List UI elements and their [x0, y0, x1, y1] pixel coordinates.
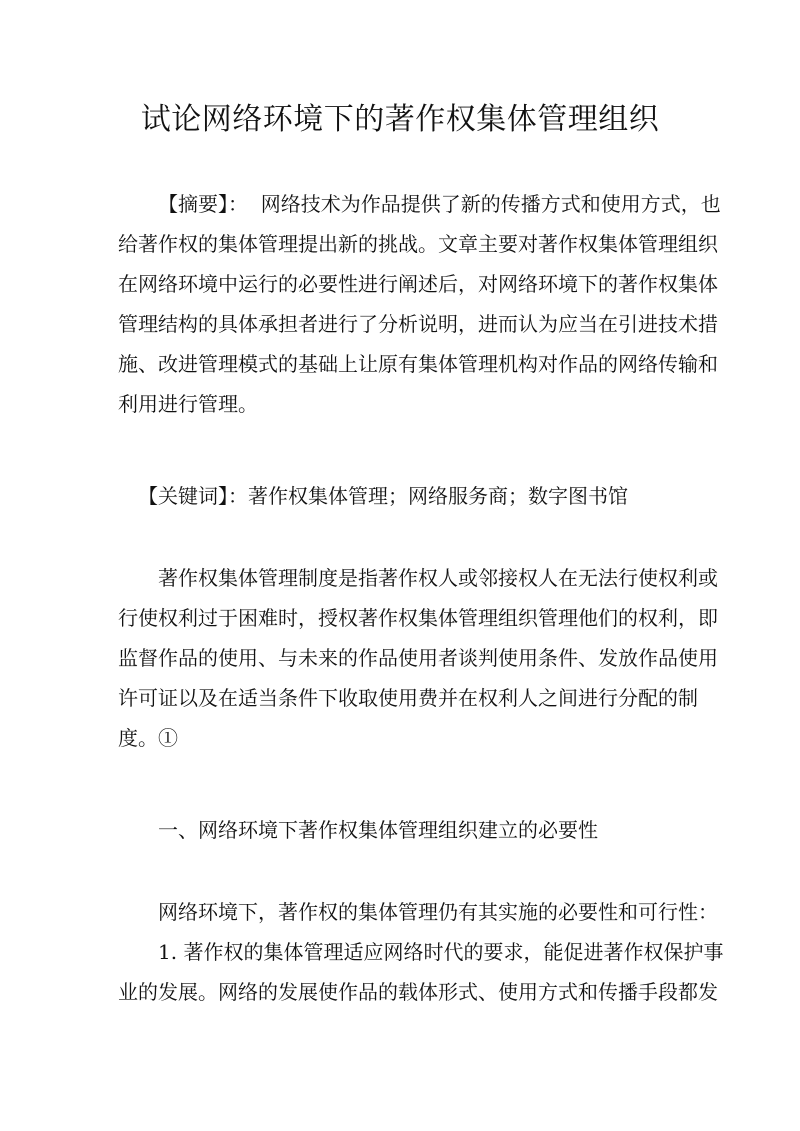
abstract-paragraph — [118, 184, 721, 424]
abstract-line-1 — [118, 184, 721, 224]
abstract-line-2: 给著作权的集体管理提出新的挑战。文章主要对著作权集体管理组织 — [118, 232, 718, 256]
section-1-line-1: 网络环境下，著作权的集体管理仍有其实施的必要性和可行性： — [158, 900, 718, 924]
keywords-line — [118, 476, 684, 516]
intro-line-4: 许可证以及在适当条件下收取使用费并在权利人之间进行分配的制 — [118, 686, 698, 710]
keywords-label: 【关键词】： — [138, 484, 248, 508]
abstract-line-5: 施、改进管理模式的基础上让原有集体管理机构对作品的网络传输和 — [118, 352, 718, 376]
keywords-paragraph — [118, 476, 684, 516]
abstract-label: 【摘要】： — [158, 192, 248, 216]
keywords-text: 著作权集体管理；网络服务商；数字图书馆 — [248, 484, 628, 508]
intro-line-2: 行使权利过于困难时，授权著作权集体管理组织管理他们的权利，即 — [118, 606, 718, 630]
abstract-line-3: 在网络环境中运行的必要性进行阐述后，对网络环境下的著作权集体 — [118, 272, 718, 296]
abstract-line-6: 利用进行管理。 — [118, 392, 258, 416]
intro-line-3: 监督作品的使用、与未来的作品使用者谈判使用条件、发放作品使用 — [118, 646, 718, 670]
section-1-heading: 一、网络环境下著作权集体管理组织建立的必要性 — [158, 818, 598, 842]
section-1-body — [118, 892, 724, 1012]
section-1-line-2: 1. 著作权的集体管理适应网络时代的要求，能促进著作权保护事 — [158, 940, 724, 964]
intro-paragraph — [118, 558, 718, 758]
abstract-line-1-text: 网络技术为作品提供了新的传播方式和使用方式，也 — [260, 192, 721, 216]
section-1-line-3: 业的发展。网络的发展使作品的载体形式、使用方式和传播手段都发 — [118, 980, 718, 1004]
abstract-line-4: 管理结构的具体承担者进行了分析说明，进而认为应当在引进技术措 — [118, 312, 718, 336]
section-1-heading-block — [118, 810, 684, 850]
intro-line-5: 度。① — [118, 726, 178, 750]
document-title: 试论网络环境下的著作权集体管理组织 — [140, 102, 660, 137]
intro-line-1: 著作权集体管理制度是指著作权人或邻接权人在无法行使权利或 — [158, 566, 718, 590]
